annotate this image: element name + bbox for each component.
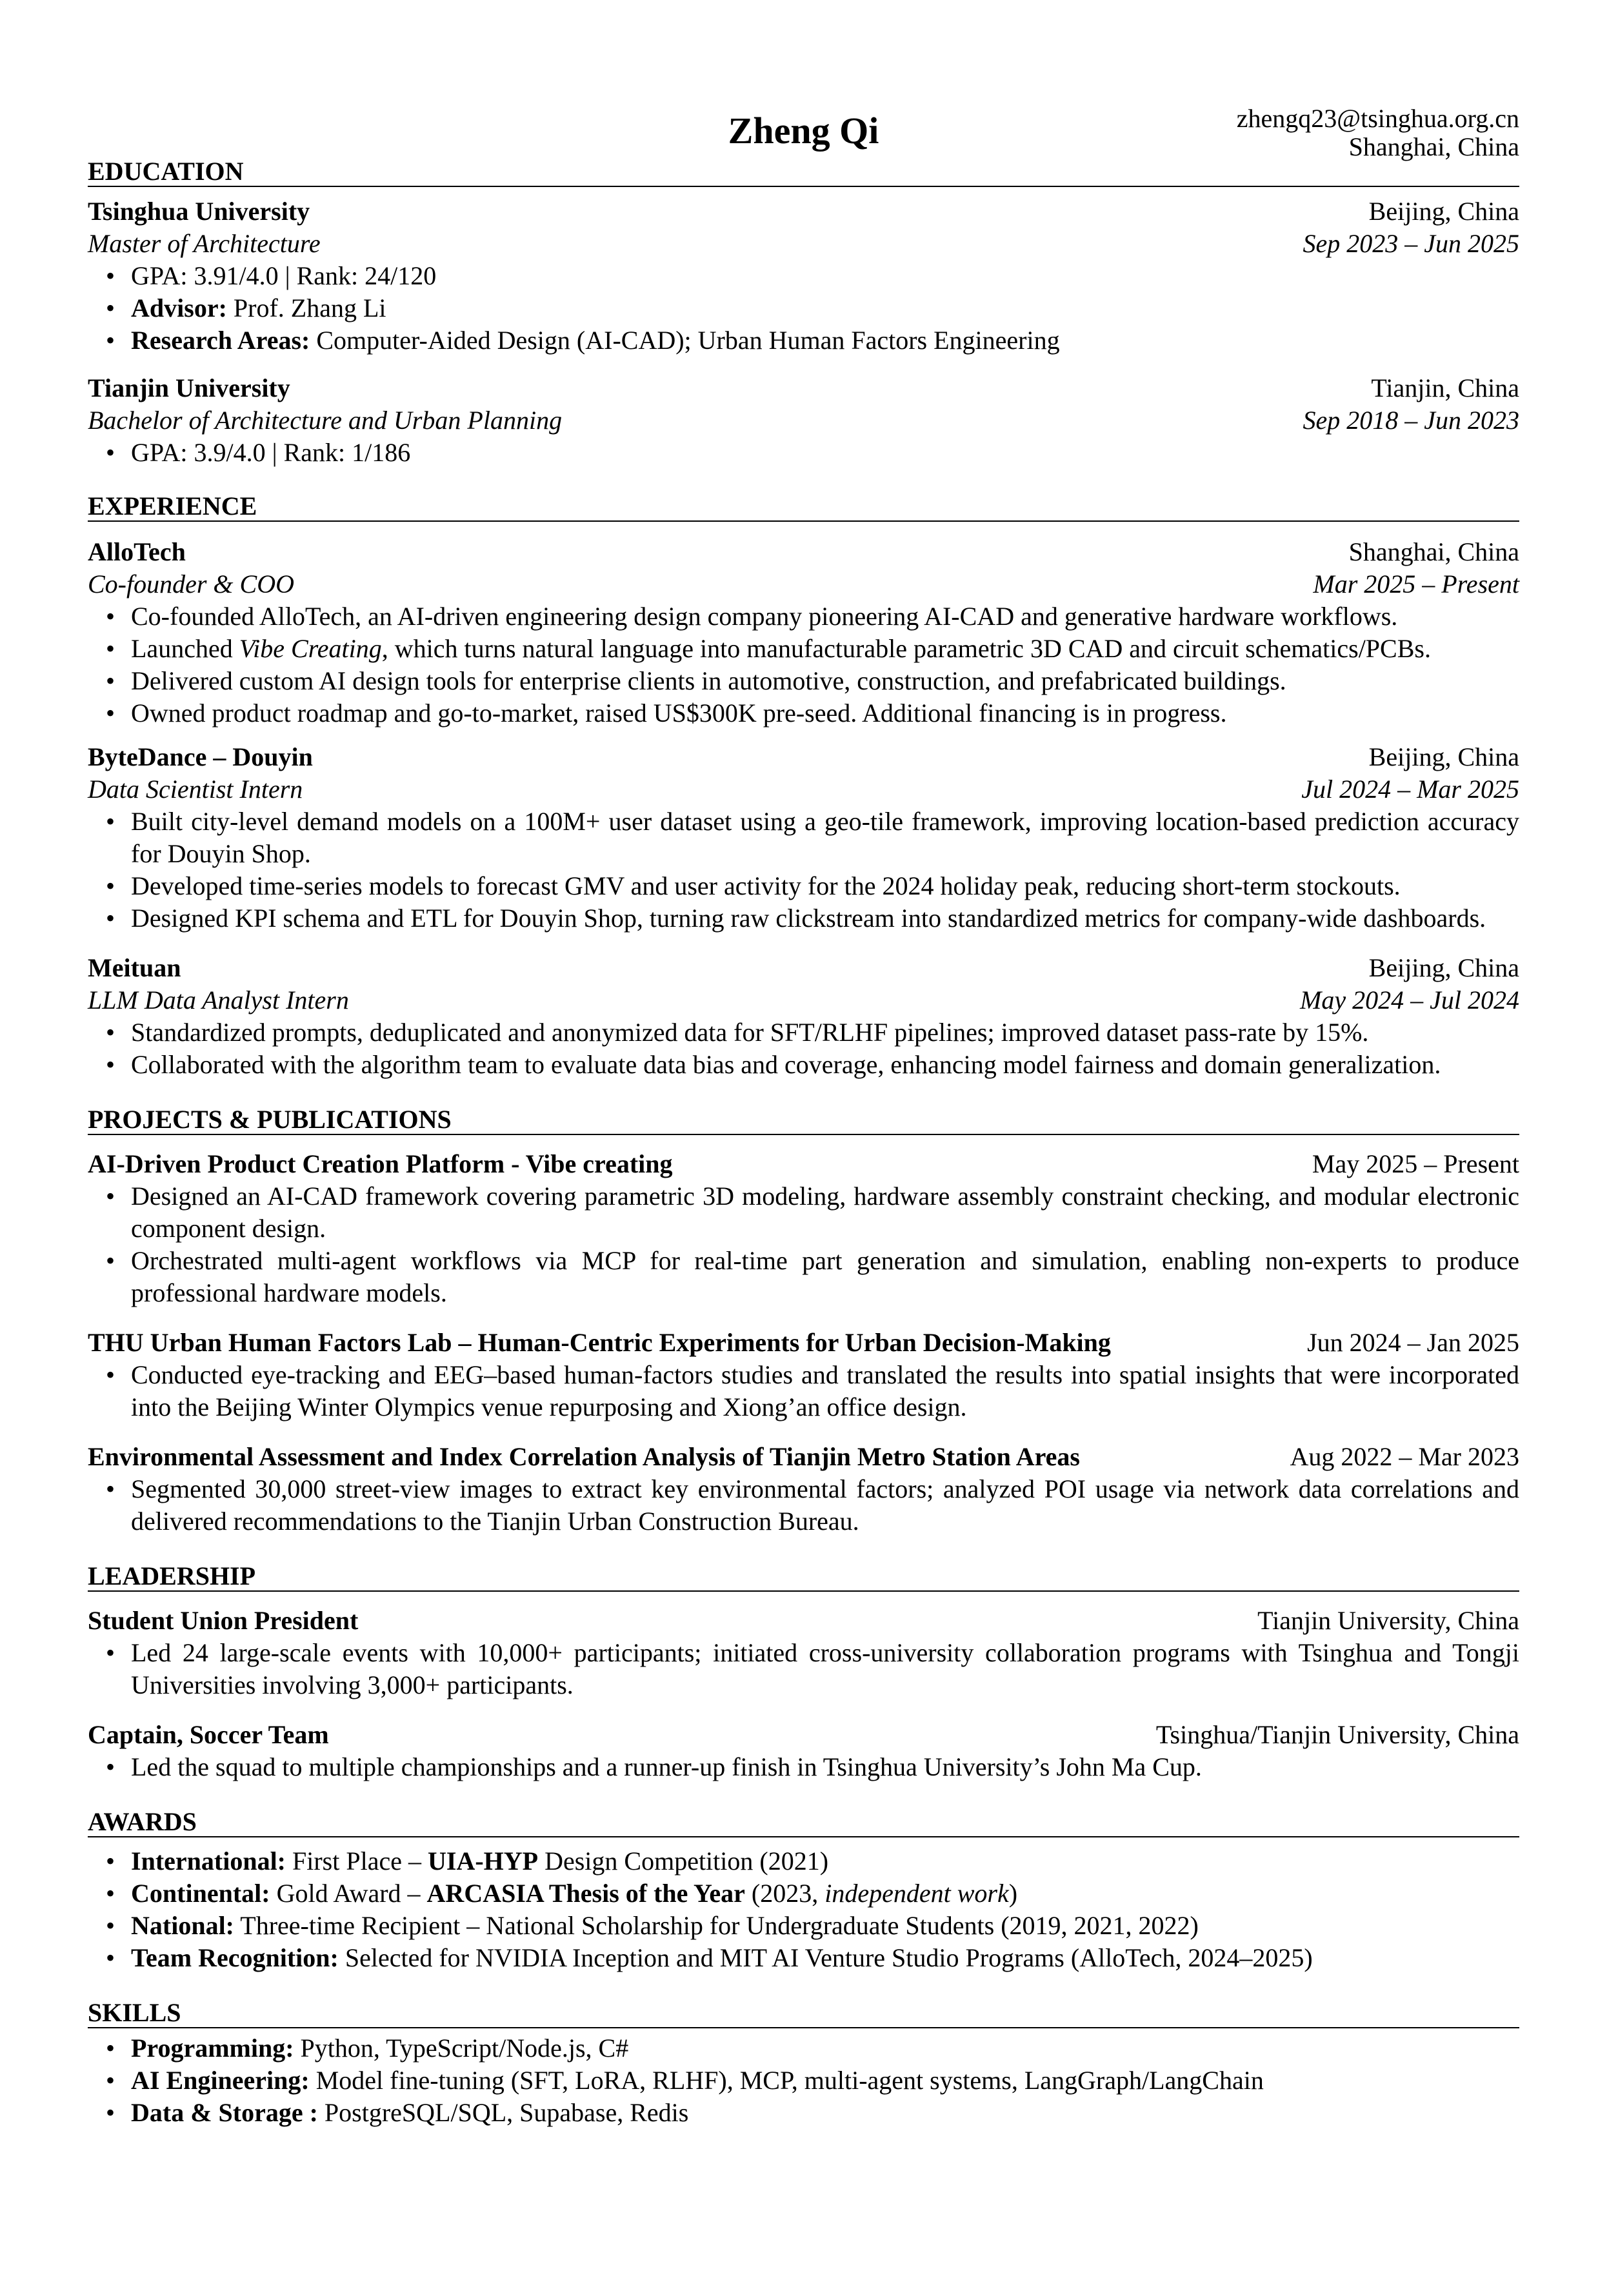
bullet-item: • Owned product roadmap and go-to-market, raised US$300K pre-seed. Additional financing is in progress. [88,697,1519,729]
company-name: AlloTech [88,537,186,566]
bullet-item: • Led 24 large-scale events with 10,000+ participants; initiated cross-university collaboration programs with Tsinghua and Tongji Universities involving 3,000+ participants. [88,1637,1519,1701]
project-entry [88,1441,1519,1538]
award-item: • National: Three-time Recipient – National Scholarship for Undergraduate Students (2019, 2021, 2022) [88,1910,1519,1942]
section-projects [88,1105,1519,1538]
section-skills [88,1999,1519,2129]
project-entry [88,1148,1519,1309]
job-role: Co-founder & COO [88,569,294,599]
company-name: ByteDance – Douyin [88,742,313,771]
job-role: LLM Data Analyst Intern [88,985,349,1014]
education-entry [88,195,1519,357]
entry-location: Beijing, China [1368,197,1519,226]
education-entry [88,372,1519,469]
job-role: Data Scientist Intern [88,775,303,804]
skill-item: • Programming: Python, TypeScript/Node.js, C# [88,2032,1519,2064]
experience-entry [88,536,1519,729]
section-title-skills: SKILLS [88,1999,1519,2028]
bullet-item: • Designed KPI schema and ETL for Douyin Shop, turning raw clickstream into standardized metrics for company-wide dashboards. [88,902,1519,935]
bullet-item: • GPA: 3.9/4.0 | Rank: 1/186 [88,437,1519,469]
entry-dates: Jul 2024 – Mar 2025 [1301,775,1519,804]
section-title-leadership: LEADERSHIP [88,1562,1519,1592]
project-name: THU Urban Human Factors Lab – Human-Centric Experiments for Urban Decision-Making [88,1328,1111,1357]
entry-location: Tianjin University, China [1257,1606,1519,1635]
entry-dates: Sep 2023 – Jun 2025 [1303,229,1519,258]
leadership-entry [88,1605,1519,1701]
entry-location: Beijing, China [1368,742,1519,771]
section-title-awards: AWARDS [88,1808,1519,1837]
section-education [88,157,1519,469]
section-title-projects: PROJECTS & PUBLICATIONS [88,1105,1519,1135]
bullet-item: • Collaborated with the algorithm team to evaluate data bias and coverage, enhancing model fairness and domain generalization. [88,1049,1519,1081]
project-name: Environmental Assessment and Index Correlation Analysis of Tianjin Metro Station Areas [88,1442,1080,1471]
award-item: • International: First Place – UIA-HYP Design Competition (2021) [88,1845,1519,1877]
degree: Master of Architecture [88,229,321,258]
entry-location: Beijing, China [1368,953,1519,982]
entry-location: Tsinghua/Tianjin University, China [1155,1720,1519,1749]
section-awards [88,1808,1519,1974]
award-item: • Team Recognition: Selected for NVIDIA Inception and MIT AI Venture Studio Programs (AlloTech, 2024–2025) [88,1942,1519,1974]
company-name: Meituan [88,953,181,982]
bullet-item: • Led the squad to multiple championships and a runner-up finish in Tsinghua University’s John Ma Cup. [88,1751,1519,1783]
project-name: AI-Driven Product Creation Platform - Vibe creating [88,1149,673,1178]
bullet-item: • Orchestrated multi-agent workflows via MCP for real-time part generation and simulation, enabling non-experts to produce professional hardware models. [88,1245,1519,1309]
bullet-item: • Developed time-series models to forecast GMV and user activity for the 2024 holiday peak, reducing short-term stockouts. [88,870,1519,902]
bullet-item: • Advisor: Prof. Zhang Li [88,292,1519,324]
school-name: Tsinghua University [88,197,310,226]
entry-dates: Jun 2024 – Jan 2025 [1307,1328,1519,1357]
degree: Bachelor of Architecture and Urban Planning [88,406,563,435]
resume-page [88,0,1519,2129]
bullet-item: • Designed an AI-CAD framework covering parametric 3D modeling, hardware assembly constraint checking, and modular electronic component design. [88,1180,1519,1245]
candidate-name: Zheng Qi [728,110,879,152]
leadership-entry [88,1719,1519,1783]
section-title-experience: EXPERIENCE [88,492,1519,522]
skill-item: • Data & Storage : PostgreSQL/SQL, Supabase, Redis [88,2097,1519,2129]
bullet-item: • Conducted eye-tracking and EEG–based human-factors studies and translated the results into spatial insights that were incorporated into the Beijing Winter Olympics venue repurposing and Xiong’an office design. [88,1359,1519,1423]
bullet-item: • Built city-level demand models on a 100M+ user dataset using a geo-tile framework, improving location-based prediction accuracy for Douyin Shop. [88,806,1519,870]
section-experience [88,492,1519,1081]
bullet-item: • Segmented 30,000 street-view images to extract key environmental factors; analyzed POI usage via network data correlations and delivered recommendations to the Tianjin Urban Construction Bureau. [88,1473,1519,1538]
entry-dates: Sep 2018 – Jun 2023 [1303,406,1519,435]
bullet-item: • Launched Vibe Creating, which turns natural language into manufacturable parametric 3D CAD and circuit schematics/PCBs. [88,633,1519,665]
entry-location: Tianjin, China [1371,373,1519,402]
entry-dates: Aug 2022 – Mar 2023 [1290,1442,1519,1471]
leadership-role: Student Union President [88,1606,359,1635]
entry-dates: May 2024 – Jul 2024 [1300,985,1519,1014]
project-entry [88,1327,1519,1423]
entry-location: Shanghai, China [1348,537,1519,566]
contact-block [1237,104,1519,161]
bullet-item: • Standardized prompts, deduplicated and anonymized data for SFT/RLHF pipelines; improved dataset pass-rate by 15%. [88,1016,1519,1049]
bullet-item: • GPA: 3.91/4.0 | Rank: 24/120 [88,260,1519,292]
leadership-role: Captain, Soccer Team [88,1720,329,1749]
experience-entry [88,741,1519,935]
bullet-item: • Delivered custom AI design tools for enterprise clients in automotive, construction, and prefabricated buildings. [88,665,1519,697]
school-name: Tianjin University [88,373,290,402]
experience-entry [88,952,1519,1081]
bullet-item: • Research Areas: Computer-Aided Design (AI-CAD); Urban Human Factors Engineering [88,324,1519,357]
award-item: • Continental: Gold Award – ARCASIA Thesis of the Year (2023, independent work) [88,1877,1519,1910]
entry-dates: Mar 2025 – Present [1313,569,1519,599]
email-link[interactable]: zhengq23@tsinghua.org.cn [1236,104,1519,133]
contact-location: Shanghai, China [1348,132,1519,161]
skill-item: • AI Engineering: Model fine-tuning (SFT, LoRA, RLHF), MCP, multi-agent systems, LangGraph/LangChain [88,2064,1519,2097]
section-title-education: EDUCATION [88,157,1519,187]
resume-header [88,0,1519,160]
bullet-item: • Co-founded AlloTech, an AI-driven engineering design company pioneering AI-CAD and generative hardware workflows. [88,600,1519,633]
entry-dates: May 2025 – Present [1312,1149,1519,1178]
section-leadership [88,1562,1519,1783]
